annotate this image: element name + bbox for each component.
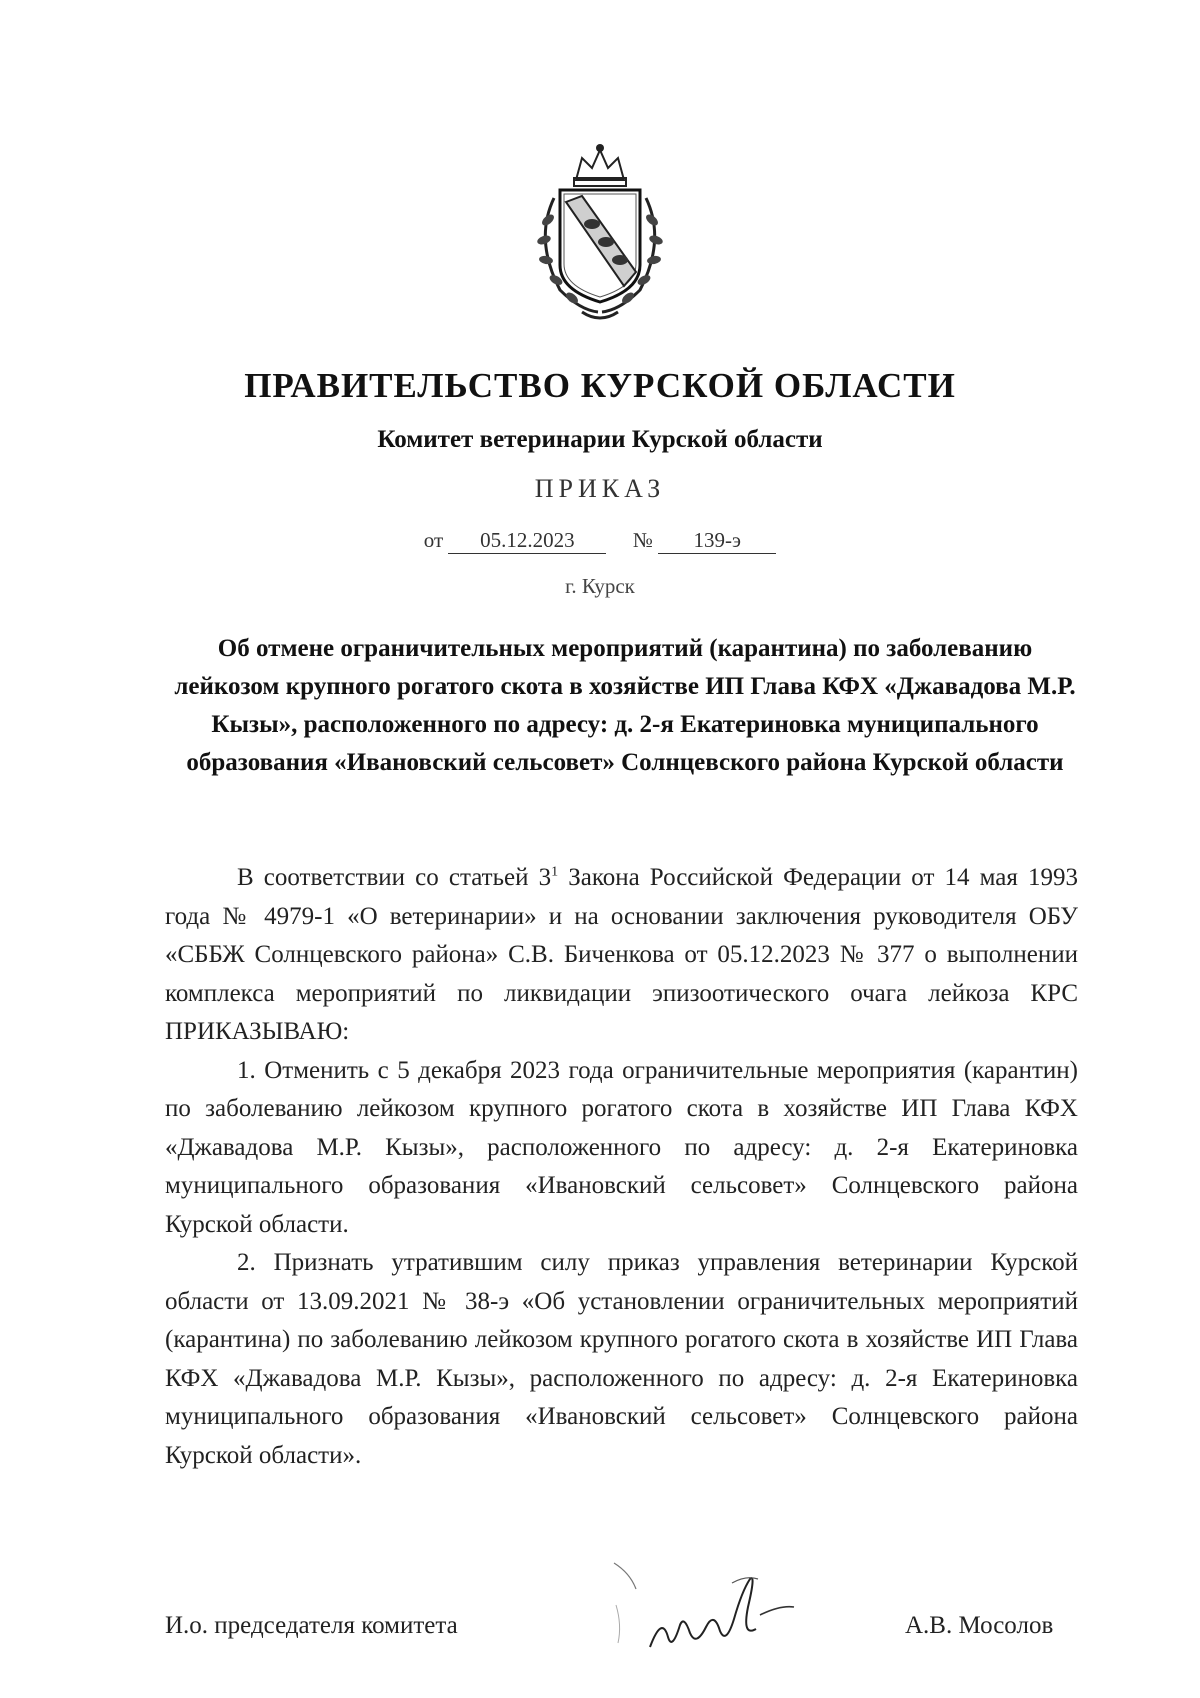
government-title: ПРАВИТЕЛЬСТВО КУРСКОЙ ОБЛАСТИ [244, 366, 956, 405]
kursk-coat-of-arms-icon [520, 140, 680, 325]
signature-block [0, 1555, 1200, 1675]
signatory-position: И.о. председателя комитета [165, 1612, 458, 1639]
signatory-name: А.В. Мосолов [905, 1612, 1054, 1639]
order-number: 139-э [658, 528, 776, 554]
intro-paragraph: В соответствии со статьей $3^1$ Закона Российской Федерации от 14 мая 1993 года № 4979-1 «О ветеринарии» и на основании заключения руководителя ОБУ «СББЖ Солнцевского района» С.В. Биченкова от 05.12.2023 № 377 о выполнении комплекса мероприятий по ликвидации эпизоотического очага лейкоза КРС ПРИКАЗЫВАЮ: [165, 864, 1079, 1045]
article-superscript: 1 [551, 864, 559, 880]
order-body [165, 859, 1078, 1475]
order-item-1: 1. Отменить с 5 декабря 2023 года ограничительные мероприятия (карантин) по заболеванию лейкозом крупного рогатого скота в хозяйстве ИП Глава КФХ «Джавадова М.Р. Кызы», расположенного по адресу: д. 2-я Екатериновка муниципального образования «Ивановский сельсовет» Солнцевского района Курской области. [165, 1056, 1078, 1238]
number-prefix: № [632, 528, 653, 552]
handwritten-signature-icon [610, 1555, 850, 1665]
order-dateline [0, 528, 1200, 554]
committee-name: Комитет ветеринарии Курской области [377, 426, 823, 453]
city: г. Курск [565, 574, 635, 598]
document-type: ПРИКАЗ [534, 474, 666, 503]
order-item-2: 2. Признать утратившим силу приказ управления ветеринарии Курской области от 13.09.2021 № 38-э «Об установлении ограничительных мероприятий (карантина) по заболеванию лейкозом крупного рогатого скота в хозяйстве ИП Глава КФХ «Джавадова М.Р. Кызы», расположенного по адресу: д. 2-я Екатериновка муниципального образования «Ивановский сельсовет» Солнцевского района Курской области». [165, 1249, 1078, 1469]
order-title: Об отмене ограничительных мероприятий (карантина) по заболеванию лейкозом крупного рогатого скота в хозяйстве ИП Глава КФХ «Джавадова М.Р. Кызы», расположенного по адресу: д. 2-я Екатериновка муниципального образования «Ивановский сельсовет» Солнцевского района Курской области [174, 635, 1076, 776]
date-prefix: от [423, 528, 444, 552]
order-date: 05.12.2023 [448, 528, 606, 554]
